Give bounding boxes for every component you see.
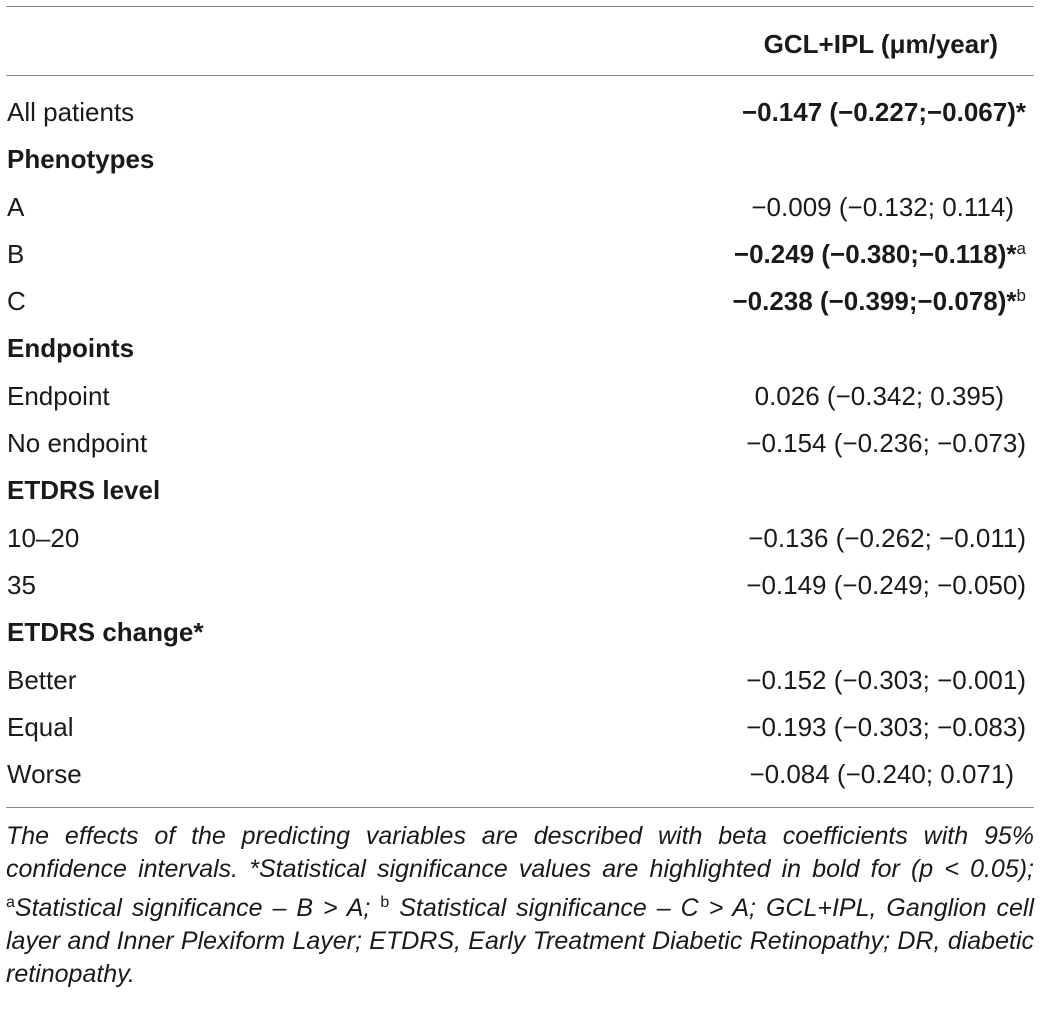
table-row bbox=[6, 561, 1034, 608]
superscript-b: b bbox=[1016, 286, 1026, 306]
superscript-a: a bbox=[1016, 238, 1026, 258]
table-section-row bbox=[6, 608, 1034, 655]
row-label: 35 bbox=[7, 569, 36, 600]
table-section-row bbox=[6, 324, 1034, 371]
results-table bbox=[6, 6, 1034, 991]
table-section-row bbox=[6, 466, 1034, 513]
row-value: −0.009 (−0.132; 0.114) bbox=[751, 191, 1014, 222]
row-label: No endpoint bbox=[7, 428, 148, 459]
table-row bbox=[6, 183, 1034, 230]
table-row bbox=[6, 419, 1034, 466]
table-row bbox=[6, 750, 1034, 797]
table-row bbox=[6, 703, 1034, 750]
table-footnote bbox=[6, 808, 1034, 991]
row-value: −0.154 (−0.236; −0.073) bbox=[746, 428, 1026, 459]
table-row bbox=[6, 372, 1034, 419]
row-value: −0.193 (−0.303; −0.083) bbox=[746, 711, 1026, 742]
footnote-superscript-a: a bbox=[6, 894, 15, 912]
footnote-text-2: Statistical significance – B > A; bbox=[14, 894, 381, 923]
row-label: Better bbox=[7, 664, 77, 695]
row-label: Endpoint bbox=[7, 380, 110, 411]
table-row bbox=[6, 230, 1034, 277]
table-body bbox=[6, 76, 1034, 807]
table-header-row bbox=[6, 7, 1034, 75]
row-value: −0.152 (−0.303; −0.001) bbox=[746, 664, 1026, 695]
row-label: Worse bbox=[7, 759, 82, 790]
section-label: ETDRS level bbox=[7, 475, 161, 506]
row-label: B bbox=[7, 238, 25, 269]
row-label: C bbox=[7, 286, 26, 317]
row-value: −0.147 (−0.227;−0.067)* bbox=[741, 97, 1026, 127]
section-label: Endpoints bbox=[7, 333, 135, 364]
table-row bbox=[6, 656, 1034, 703]
row-value: −0.238 (−0.399;−0.078)*$^b$ bbox=[732, 286, 1026, 317]
row-label: Equal bbox=[7, 711, 74, 742]
column-header-gcl-ipl: GCL+IPL (μm/year) bbox=[763, 29, 998, 59]
row-value: −0.149 (−0.249; −0.050) bbox=[746, 569, 1026, 600]
section-label: Phenotypes bbox=[7, 144, 155, 175]
row-label: A bbox=[7, 191, 25, 222]
footnote-superscript-b: b bbox=[380, 894, 390, 912]
row-value: −0.084 (−0.240; 0.071) bbox=[749, 759, 1014, 790]
table-section-row bbox=[6, 135, 1034, 182]
footnote-text-1: The effects of the predicting variables are described with beta coefficients with 95% confidence intervals. *Statistical significance values are highlighted in bold for (p < 0.05); bbox=[6, 822, 1034, 884]
footnote-text-3: Statistical significance – C > A; GCL+IPL, Ganglion cell layer and Inner Plexiform Layer; ETDRS, Early Treatment Diabetic Retinopathy; DR, diabetic retinopathy. bbox=[6, 894, 1035, 989]
row-label: 10–20 bbox=[7, 522, 80, 553]
row-value: 0.026 (−0.342; 0.395) bbox=[754, 380, 1004, 411]
section-label: ETDRS change* bbox=[7, 617, 204, 648]
table-row bbox=[6, 88, 1034, 135]
table-row bbox=[6, 514, 1034, 561]
row-value: −0.249 (−0.380;−0.118)*$^a$ bbox=[733, 238, 1026, 269]
row-value: −0.136 (−0.262; −0.011) bbox=[748, 522, 1026, 553]
table-row bbox=[6, 277, 1034, 324]
row-label: All patients bbox=[7, 97, 135, 127]
